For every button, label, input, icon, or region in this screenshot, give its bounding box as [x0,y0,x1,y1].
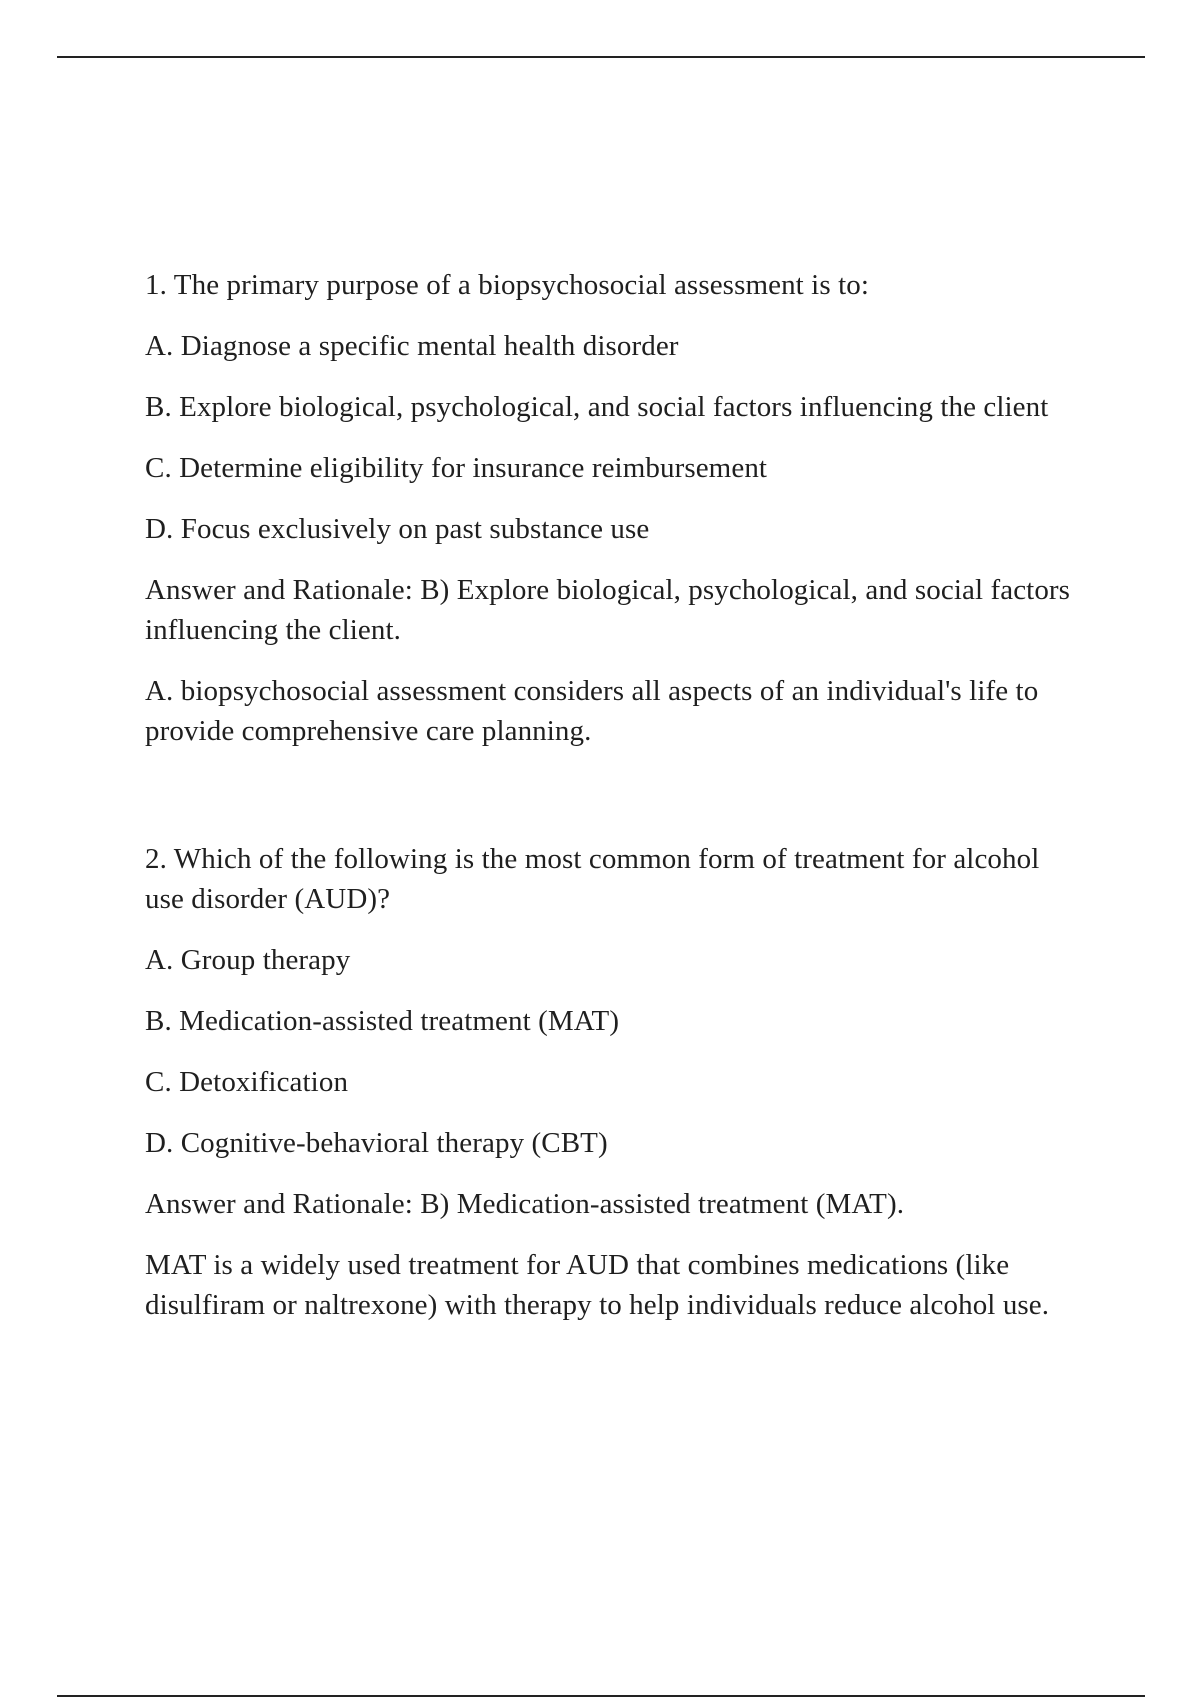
option-b: B. Medication-assisted treatment (MAT) [145,1005,620,1037]
option-c: C. Detoxification [145,1066,349,1098]
option-c: C. Determine eligibility for insurance reimbursement [145,452,768,484]
option-b: B. Explore biological, psychological, and social factors influencing the client [145,391,1049,423]
document-body [145,265,1075,1346]
option-d: D. Cognitive-behavioral therapy (CBT) [145,1127,608,1159]
bottom-rule [57,1695,1145,1697]
answer-line: Answer and Rationale: B) Medication-assisted treatment (MAT). [145,1188,905,1220]
question-stem: 1. The primary purpose of a biopsychosocial assessment is to: [145,269,869,301]
option-a: A. Group therapy [145,944,351,976]
option-d: D. Focus exclusively on past substance use [145,513,650,545]
question-2 [145,839,1075,1325]
rationale-text: MAT is a widely used treatment for AUD that combines medications (like disulfiram or naltrexone) with therapy to help individuals reduce alcohol use. [145,1249,1050,1321]
answer-line: Answer and Rationale: B) Explore biological, psychological, and social factors influencing the client. [145,574,1071,646]
question-stem: 2. Which of the following is the most common form of treatment for alcohol use disorder (AUD)? [145,843,1040,915]
question-1 [145,265,1075,751]
rationale-text: A. biopsychosocial assessment considers all aspects of an individual's life to provide comprehensive care planning. [145,675,1039,747]
option-a: A. Diagnose a specific mental health disorder [145,330,679,362]
top-rule [57,56,1145,58]
